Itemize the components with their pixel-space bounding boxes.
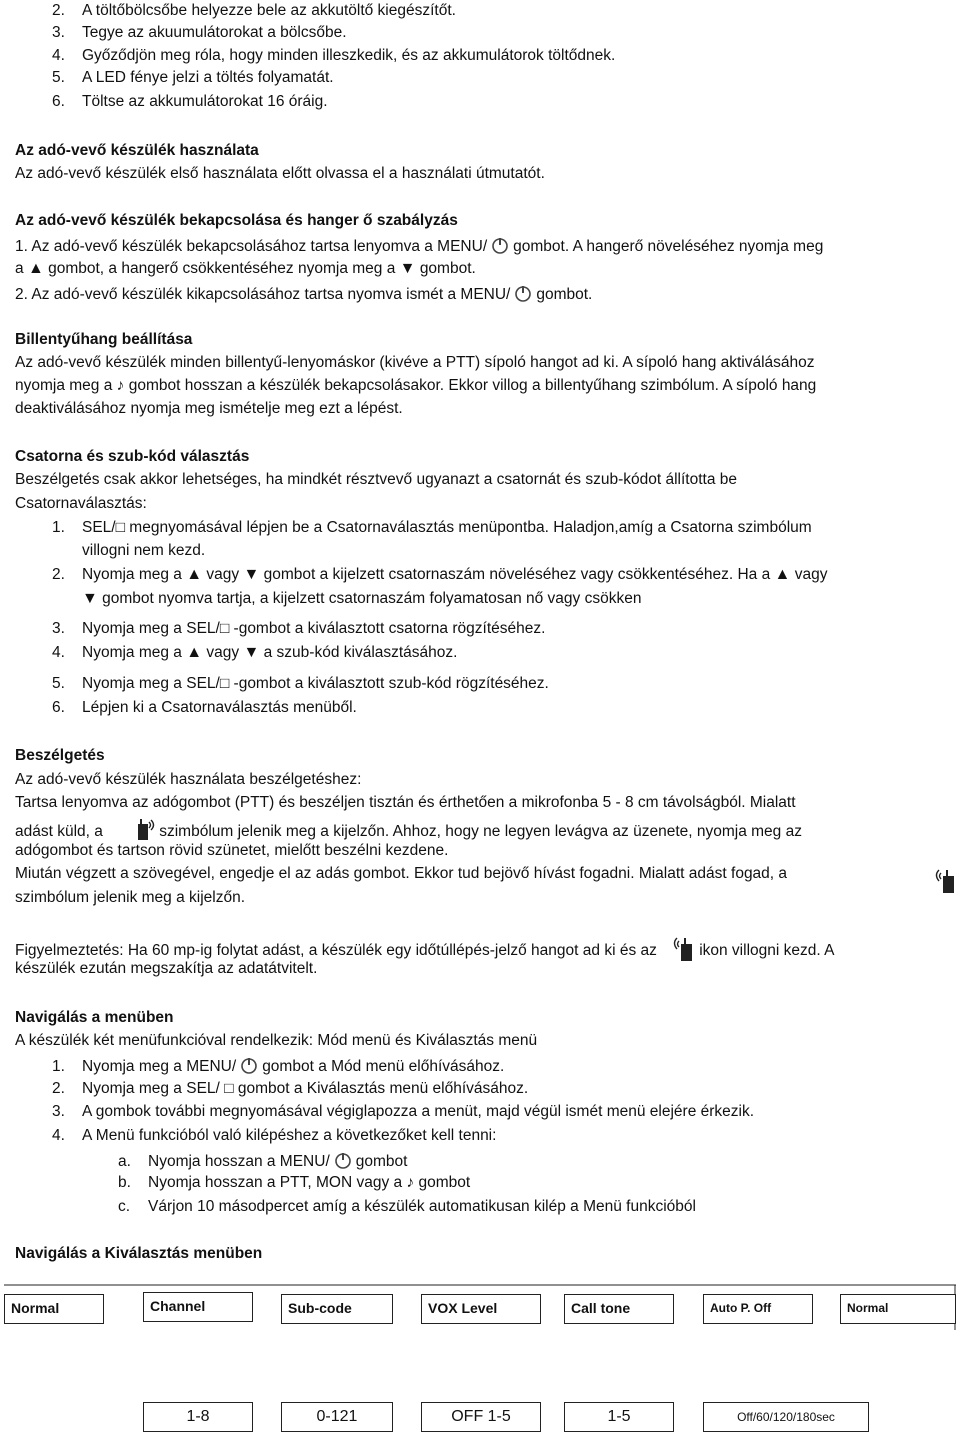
up-arrow-icon: ▲	[27, 260, 44, 277]
down-arrow-icon: ▼	[243, 566, 260, 583]
section-heading-keytone: Billentyűhang beállítása	[15, 331, 193, 348]
talk-line-5: Miután végzett a szövegével, engedje el az adás gombot. Ekkor tud bejövő hívást fogadni. Mialatt adást fogad, a	[15, 865, 788, 882]
nav-line-1: A készülék két menüfunkcióval rendelkezik: Mód menü és Kiválasztás menü	[15, 1032, 538, 1049]
power-icon	[489, 234, 511, 256]
list-item-cont: villogni nem kezd.	[82, 542, 206, 559]
menu-box-normal: Normal	[4, 1294, 104, 1324]
power-icon	[238, 1054, 260, 1076]
channel-line-1: Beszélgetés csak akkor lehetséges, ha mindkét résztvevő ugyanazt a csatornát és szub-kódot állította be	[15, 471, 738, 488]
keytone-line-3: deaktiválásához nyomja meg ismételje meg ezt a lépést.	[15, 400, 403, 417]
value-box-channel: 1-8	[143, 1402, 253, 1432]
power-line-1: 1. Az adó-vevő készülék bekapcsolásához tartsa lenyomva a MENU/ gombot. A hangerő növeléséhez nyomja meg	[15, 234, 823, 258]
up-arrow-icon: ▲	[186, 644, 203, 661]
channel-line-2: Csatornaválasztás:	[15, 495, 147, 512]
box-icon: □	[219, 675, 230, 692]
list-item: 1. Nyomja meg a MENU/ gombot a Mód menü előhívásához.	[52, 1054, 504, 1078]
usage-text: Az adó-vevő készülék első használata előtt olvassa el a használati útmutatót.	[15, 165, 545, 182]
section-heading-channel: Csatorna és szub-kód választás	[15, 448, 250, 465]
box-icon: □	[115, 519, 125, 536]
menu-box-channel: Channel	[143, 1292, 253, 1322]
list-item: 5. Nyomja meg a SEL/□ -gombot a kiválasztott szub-kód rögzítéséhez.	[52, 675, 549, 692]
note-icon: ♪	[406, 1174, 415, 1191]
talk-line-3: adást küld, a szimbólum jelenik meg a kijelzőn. Ahhoz, hogy ne legyen levágva az üzenete, nyomja meg az	[15, 816, 802, 843]
sub-list-item: a. Nyomja hosszan a MENU/ gombot	[118, 1149, 407, 1173]
list-item: 3. Nyomja meg a SEL/□ -gombot a kiválasztott csatorna rögzítéséhez.	[52, 620, 546, 637]
sub-list-item: b. Nyomja hosszan a PTT, MON vagy a ♪ gombot	[118, 1174, 471, 1191]
timeout-icon	[667, 934, 697, 962]
value-box-autooff: Off/60/120/180sec	[703, 1402, 869, 1432]
menu-box-calltone: Call tone	[564, 1294, 674, 1324]
list-item: 4. Nyomja meg a ▲ vagy ▼ a szub-kód kiválasztásához.	[52, 644, 458, 661]
list-item: 2. Nyomja meg a SEL/ □ gombot a Kiválasztás menü előhívásához.	[52, 1080, 529, 1097]
section-heading-talk: Beszélgetés	[15, 747, 105, 764]
down-arrow-icon: ▼	[243, 644, 260, 661]
list-item: 4. Győződjön meg róla, hogy minden illeszkedik, és az akkumulátorok töltődnek.	[52, 47, 616, 64]
value-box-vox: OFF 1-5	[421, 1402, 541, 1432]
value-box-subcode: 0-121	[281, 1402, 393, 1432]
talk-line-2: Tartsa lenyomva az adógombot (PTT) és beszéljen tisztán és érthetően a mikrofonba 5 - 8 cm távolságból. Mialatt	[15, 794, 796, 811]
section-heading-power: Az adó-vevő készülék bekapcsolása és hanger ő szabályzás	[15, 212, 458, 229]
menu-box-normal-end: Normal	[840, 1294, 956, 1324]
note-icon: ♪	[116, 377, 125, 394]
value-box-calltone: 1-5	[564, 1402, 674, 1432]
receive-icon	[934, 866, 958, 894]
list-item: 3. A gombok további megnyomásával végiglapozza a menüt, majd végül ismét menü elejére érkezik.	[52, 1103, 755, 1120]
list-item: 2. A töltőbölcsőbe helyezze bele az akkutöltő kiegészítőt.	[52, 2, 456, 19]
down-arrow-icon: ▼	[82, 590, 98, 607]
section-heading-nav: Navigálás a menüben	[15, 1009, 174, 1026]
down-arrow-icon: ▼	[399, 260, 416, 277]
list-item: 5. A LED fénye jelzi a töltés folyamatát.	[52, 69, 334, 86]
keytone-line-2: nyomja meg a ♪ gombot hosszan a készülék bekapcsolásakor. Ekkor villog a billentyűhang szimbólum. A sípoló hang	[15, 377, 817, 394]
keytone-line-1: Az adó-vevő készülék minden billentyű-lenyomáskor (kivéve a PTT) sípoló hangot ad ki. A sípoló hang aktiválásához	[15, 354, 815, 371]
talk-line-1: Az adó-vevő készülék használata beszélgetéshez:	[15, 771, 362, 788]
transmit-icon	[133, 816, 159, 842]
sub-list-item: c. Várjon 10 másodpercet amíg a készülék automatikusan kilép a Menü funkcióból	[118, 1198, 696, 1215]
power-icon	[332, 1149, 354, 1171]
power-line-3: 2. Az adó-vevő készülék kikapcsolásához tartsa nyomva ismét a MENU/ gombot.	[15, 282, 592, 306]
list-item: 1. SEL/□ megnyomásával lépjen be a Csatornaválasztás menüpontba. Haladjon,amíg a Csatorna szimbólum	[52, 519, 812, 536]
warning-line-2: készülék ezután megszakítja az adatátvitelt.	[15, 960, 318, 977]
list-item-cont: ▼ gombot nyomva tartja, a kijelzett csatornaszám folyamatosan nő vagy csökken	[82, 590, 642, 607]
box-icon: □	[219, 620, 230, 637]
list-item: 3. Tegye az akuumulátorokat a bölcsőbe.	[52, 24, 347, 41]
warning-line-1: Figyelmeztetés: Ha 60 mp-ig folytat adást, a készülék egy időtúllépés-jelző hangot ad ki és az ikon villogni kezd. A	[15, 934, 834, 962]
talk-line-4: adógombot és tartson rövid szünetet, mielőtt beszélni kezdene.	[15, 842, 449, 859]
talk-line-6: szimbólum jelenik meg a kijelzőn.	[15, 889, 246, 906]
up-arrow-icon: ▲	[186, 566, 203, 583]
section-heading-usage: Az adó-vevő készülék használata	[15, 142, 259, 159]
up-arrow-icon: ▲	[774, 566, 791, 583]
list-item: 6. Töltse az akkumulátorokat 16 óráig.	[52, 93, 328, 110]
menu-box-vox: VOX Level	[421, 1294, 541, 1324]
box-icon: □	[224, 1080, 234, 1097]
list-item: 4. A Menü funkcióból való kilépéshez a következőket kell tenni:	[52, 1127, 497, 1144]
list-item: 6. Lépjen ki a Csatornaválasztás menüből.	[52, 699, 357, 716]
menu-box-autooff: Auto P. Off	[703, 1294, 813, 1324]
section-heading-select-nav: Navigálás a Kiválasztás menüben	[15, 1245, 263, 1262]
menu-box-subcode: Sub-code	[281, 1294, 393, 1324]
list-item: 2. Nyomja meg a ▲ vagy ▼ gombot a kijelzett csatornaszám növeléséhez vagy csökkentéséhez. Ha a ▲ vagy	[52, 566, 828, 583]
power-icon	[512, 282, 534, 304]
power-line-2: a ▲ gombot, a hangerő csökkentéséhez nyomja meg a ▼ gombot.	[15, 260, 476, 277]
